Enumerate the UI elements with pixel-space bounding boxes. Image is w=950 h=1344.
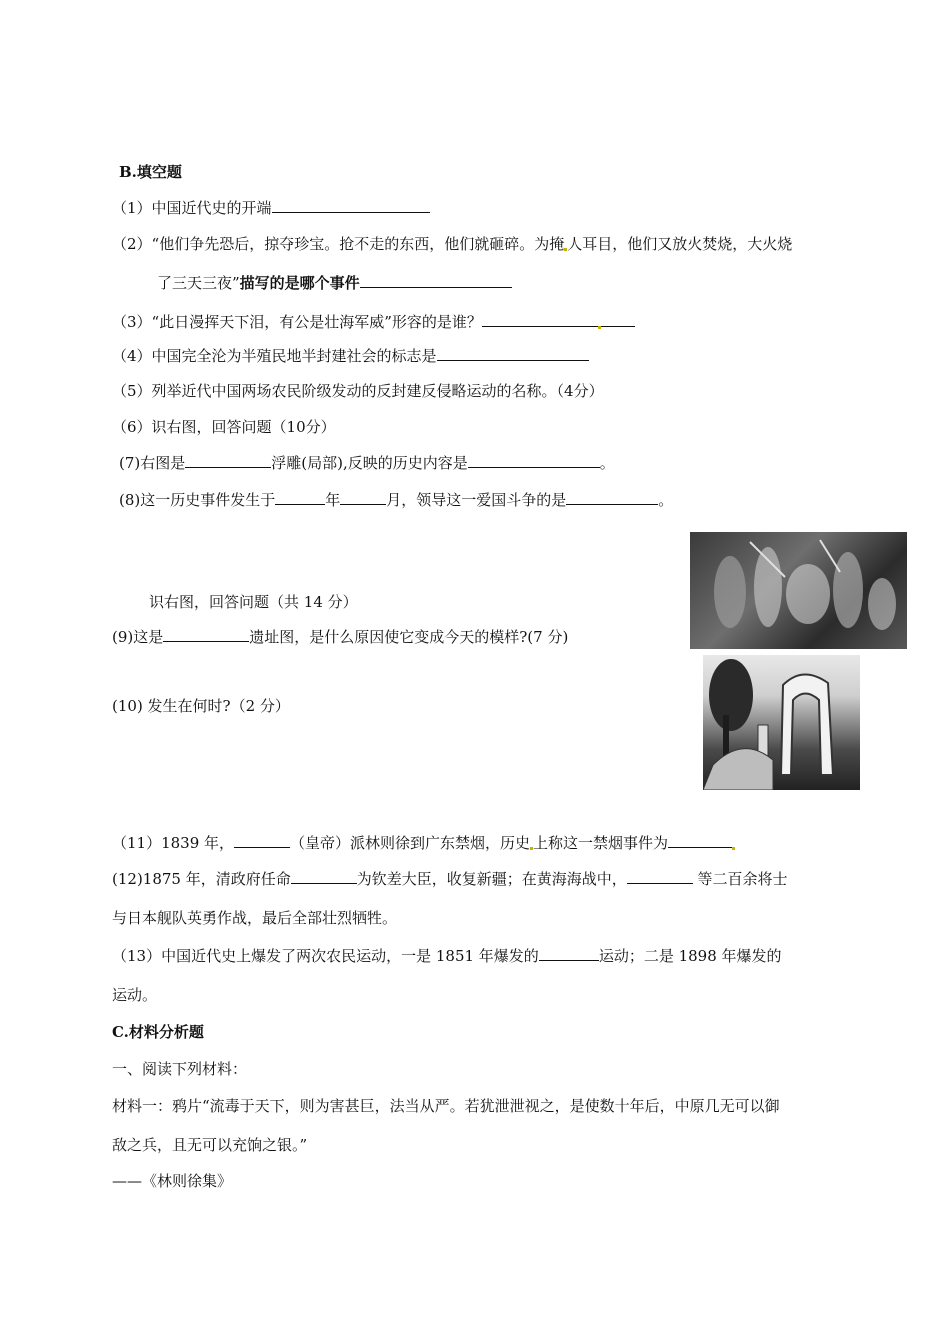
section-c-title: C.材料分析题	[112, 1023, 204, 1041]
question-5: （5）列举近代中国两场农民阶级发动的反封建反侵略运动的名称。（4分）	[112, 382, 604, 400]
question-2-line-1: （2）“他们争先恐后，掠夺珍宝。抢不走的东西，他们就砸碎。为掩 人耳目，他们又放火焚烧，大火烧	[112, 235, 793, 253]
q1-blank[interactable]	[272, 198, 430, 213]
question-1	[112, 198, 430, 218]
question-6: （6）识右图，回答问题（10分）	[112, 418, 336, 436]
material-source: ——《林则徐集》	[112, 1172, 233, 1190]
q2-blank[interactable]	[360, 273, 512, 288]
q8-blank-month[interactable]	[340, 490, 386, 505]
q1-text: （1）中国近代史的开端	[112, 199, 272, 217]
question-9: (9)这是 遗址图，是什么原因使它变成今天的模样?(7 分)	[112, 628, 569, 646]
section-b-title: B.填空题	[119, 163, 182, 181]
question-13-line-2: 运动。	[112, 986, 158, 1004]
q7-blank-2[interactable]	[468, 453, 600, 468]
question-10: (10) 发生在何时?（2 分）	[112, 697, 290, 715]
q7-blank-1[interactable]	[185, 453, 271, 468]
ruins-site-image	[703, 655, 860, 790]
question-12-line-2: 与日本舰队英勇作战，最后全部壮烈牺牲。	[112, 909, 398, 927]
q8-blank-leader[interactable]	[566, 490, 658, 505]
question-3: （3）“此日漫挥天下泪，有公是壮海军威”形容的是谁？	[112, 312, 635, 332]
q4-blank[interactable]	[437, 346, 589, 361]
question-4: （4）中国完全沦为半殖民地半封建社会的标志是	[112, 346, 589, 366]
question-8: (8)这一历史事件发生于 年 月，领导这一爱国斗争的是 。	[119, 491, 674, 509]
q13-blank[interactable]	[539, 946, 599, 961]
q3-blank[interactable]	[482, 312, 598, 327]
relief-sculpture-image	[690, 532, 907, 649]
q8-blank-year[interactable]	[275, 490, 325, 505]
sub-question-intro: 识右图，回答问题（共 14 分）	[149, 593, 358, 611]
q12-blank-1[interactable]	[291, 869, 357, 884]
question-7: (7)右图是 浮雕(局部),反映的历史内容是 。	[119, 454, 615, 472]
q9-blank[interactable]	[163, 627, 249, 642]
question-12-line-1: (12)1875 年，清政府任命 为钦差大臣，收复新疆；在黄海海战中， 等二百余将士	[112, 870, 788, 888]
material-1-line-1: 材料一：鸦片“流毒于天下，则为害甚巨，法当从严。若犹泄泄视之，是使数十年后，中原几无可以御	[112, 1097, 780, 1115]
material-1-line-2: 敌之兵，且无可以充饷之银。”	[112, 1136, 308, 1154]
mark-dot	[732, 847, 735, 850]
q11-blank-event[interactable]	[668, 833, 732, 848]
question-13-line-1: （13）中国近代史上爆发了两次农民运动，一是 1851 年爆发的 运动；二是 1898 年爆发的	[112, 947, 782, 965]
q12-blank-2[interactable]	[627, 869, 693, 884]
question-2-line-2: 了三天三夜”描写的是哪个事件	[157, 273, 512, 293]
question-11: （11）1839 年， （皇帝）派林则徐到广东禁烟，历史 上称这一禁烟事件为	[112, 833, 735, 853]
q11-blank-emperor[interactable]	[234, 833, 290, 848]
material-intro: 一、阅读下列材料：	[112, 1060, 248, 1078]
